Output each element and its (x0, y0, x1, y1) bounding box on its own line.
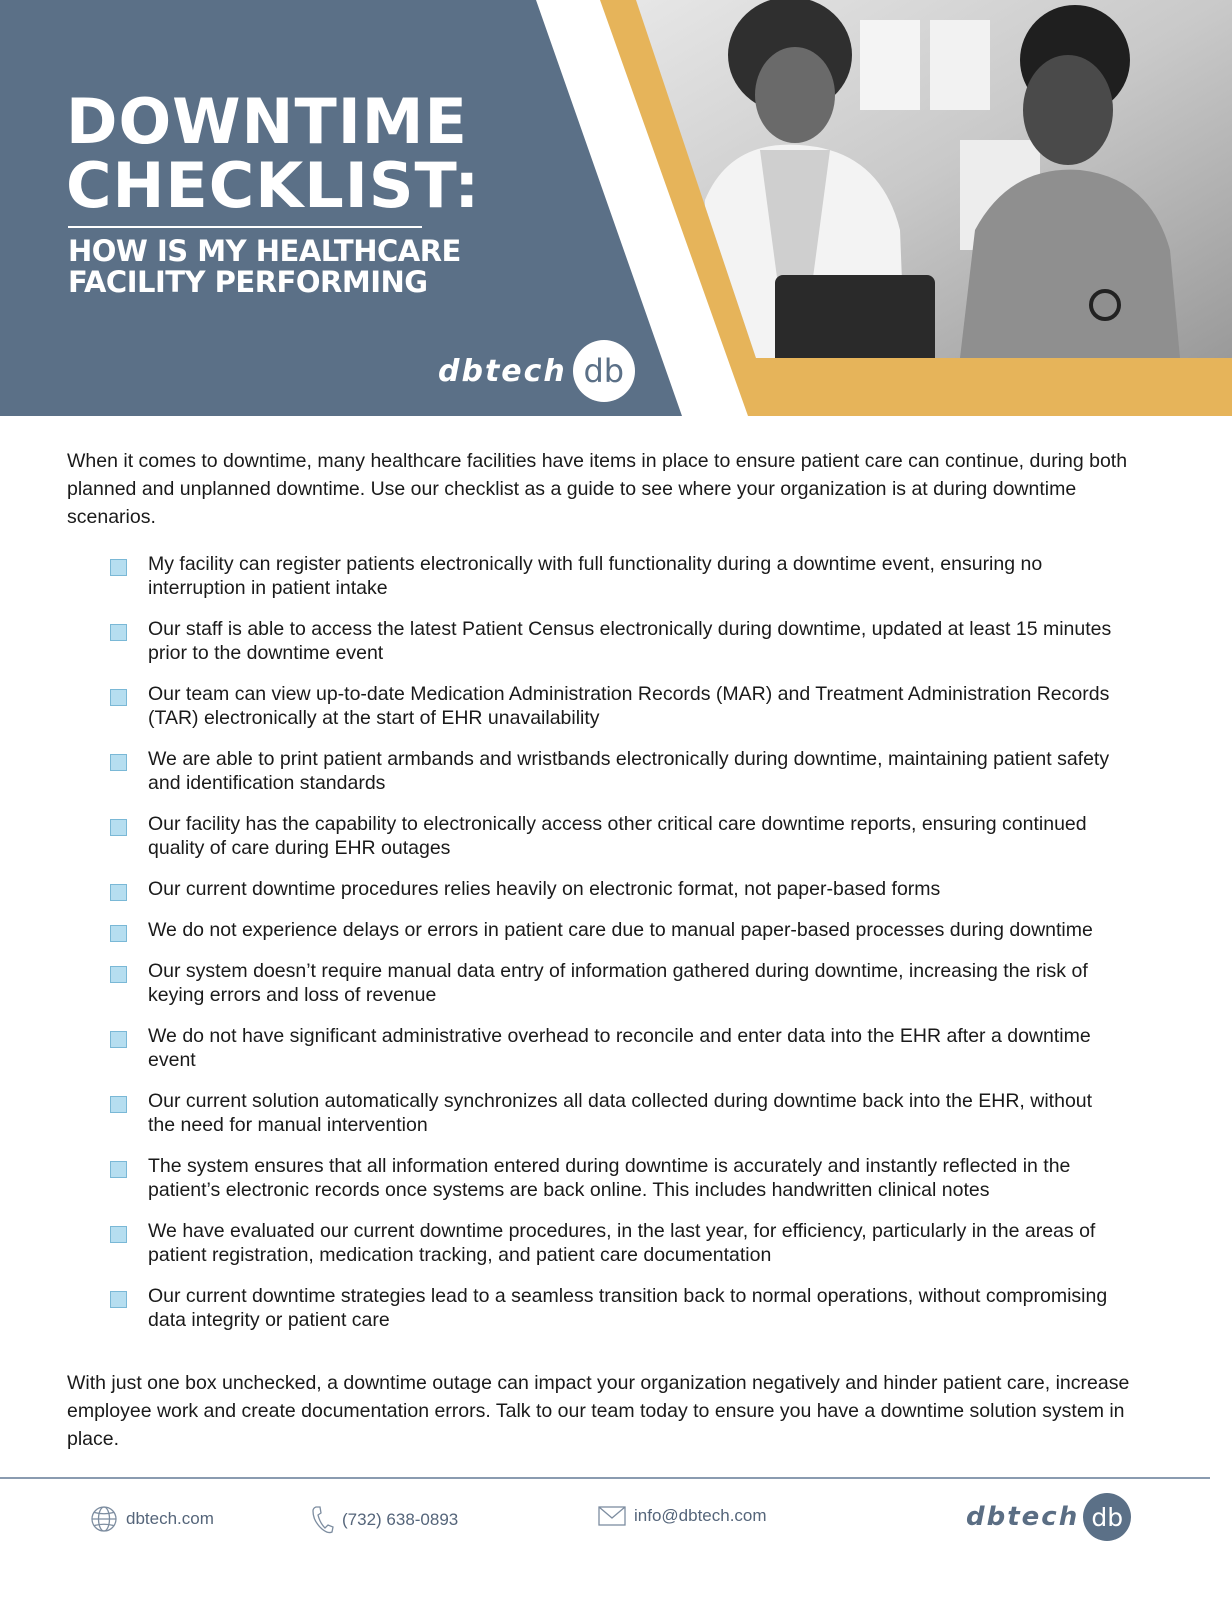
phone-number[interactable]: (732) 638-0893 (342, 1510, 459, 1529)
subtitle-line-2: FACILITY PERFORMING (68, 265, 428, 299)
checklist-item (110, 682, 1120, 730)
logo-wordmark: dbtech (438, 353, 567, 389)
title-divider (68, 226, 422, 228)
checklist-item-text: We have evaluated our current downtime procedures, in the last year, for efficiency, particularly in the areas of patient registration, medication tracking, and patient care documentation (148, 1220, 1096, 1266)
checkbox[interactable] (110, 1096, 127, 1113)
checklist-item (110, 552, 1120, 600)
footer-phone[interactable] (310, 1505, 458, 1535)
header-banner (0, 0, 1232, 416)
header-logo (438, 340, 635, 402)
checkbox[interactable] (110, 884, 127, 901)
checklist-item-text: We do not experience delays or errors in patient care due to manual paper-based processes during downtime (148, 919, 1093, 941)
website-link[interactable]: dbtech.com (126, 1509, 214, 1528)
checkbox[interactable] (110, 819, 127, 836)
globe-icon (90, 1505, 118, 1533)
title-line-2: CHECKLIST: (66, 149, 481, 222)
checklist-item (110, 959, 1120, 1007)
checklist-item (110, 747, 1120, 795)
checklist-item (110, 1284, 1120, 1332)
checklist (110, 552, 1120, 1349)
checklist-item-text: Our staff is able to access the latest Patient Census electronically during downtime, updated at least 15 minutes prior to the downtime event (148, 618, 1112, 664)
checklist-item (110, 918, 1120, 942)
footer-email[interactable] (598, 1505, 767, 1527)
checklist-item (110, 1154, 1120, 1202)
checklist-item-text: Our system doesn’t require manual data entry of information gathered during downtime, increasing the risk of keying errors and loss of revenue (148, 960, 1088, 1006)
checkbox[interactable] (110, 1031, 127, 1048)
checkbox[interactable] (110, 1291, 127, 1308)
email-link[interactable]: info@dbtech.com (634, 1506, 767, 1525)
logo-badge: db (573, 340, 635, 402)
checklist-item-text: We do not have significant administrative overhead to reconcile and enter data into the EHR after a downtime event (148, 1025, 1091, 1071)
checklist-item-text: My facility can register patients electronically with full functionality during a downtime event, ensuring no interruption in patient intake (148, 553, 1043, 599)
checklist-item (110, 877, 1120, 901)
checkbox[interactable] (110, 925, 127, 942)
title-line-1: DOWNTIME (66, 85, 468, 158)
checkbox[interactable] (110, 559, 127, 576)
checklist-item (110, 617, 1120, 665)
checkbox[interactable] (110, 966, 127, 983)
checklist-item-text: We are able to print patient armbands and wristbands electronically during downtime, maintaining patient safety and identification standards (148, 748, 1110, 794)
checklist-item (110, 1089, 1120, 1137)
checklist-item (110, 812, 1120, 860)
checklist-item-text: Our facility has the capability to electronically access other critical care downtime reports, ensuring continued quality of care during EHR outages (148, 813, 1087, 859)
footer-website[interactable] (90, 1505, 214, 1533)
checklist-item-text: The system ensures that all information entered during downtime is accurately and instantly reflected in the patient’s electronic records once systems are back online. This includes handwritten clinical notes (148, 1155, 1071, 1201)
subtitle-line-1: HOW IS MY HEALTHCARE (68, 234, 461, 268)
mail-icon (598, 1505, 626, 1527)
intro-paragraph: When it comes to downtime, many healthcare facilities have items in place to ensure patient care can continue, during both planned and unplanned downtime. Use our checklist as a guide to see where your organization is at during downtime scenarios. (67, 450, 1128, 528)
logo-wordmark: dbtech (966, 1502, 1080, 1532)
closing-paragraph: With just one box unchecked, a downtime outage can impact your organization negatively and hinder patient care, increase employee work and create documentation errors. Talk to our team today to ensure you have a downtime solution system in place. (67, 1372, 1130, 1450)
page-title (66, 85, 481, 222)
footer-logo (966, 1493, 1131, 1541)
checklist-item (110, 1024, 1120, 1072)
checklist-item-text: Our current downtime strategies lead to a seamless transition back to normal operations, without compromising data integrity or patient care (148, 1285, 1108, 1331)
checklist-item-text: Our team can view up-to-date Medication Administration Records (MAR) and Treatment Administration Records (TAR) electronically at the start of EHR unavailability (148, 683, 1110, 729)
checklist-item-text: Our current solution automatically synchronizes all data collected during downtime back into the EHR, without the need for manual intervention (148, 1090, 1093, 1136)
checkbox[interactable] (110, 754, 127, 771)
footer-divider (0, 1477, 1210, 1479)
page-subtitle (68, 236, 461, 298)
checklist-item-text: Our current downtime procedures relies heavily on electronic format, not paper-based forms (148, 878, 941, 900)
logo-badge: db (1083, 1493, 1131, 1541)
checkbox[interactable] (110, 1226, 127, 1243)
checklist-item (110, 1219, 1120, 1267)
checkbox[interactable] (110, 1161, 127, 1178)
checkbox[interactable] (110, 624, 127, 641)
checkbox[interactable] (110, 689, 127, 706)
phone-icon (310, 1505, 334, 1535)
